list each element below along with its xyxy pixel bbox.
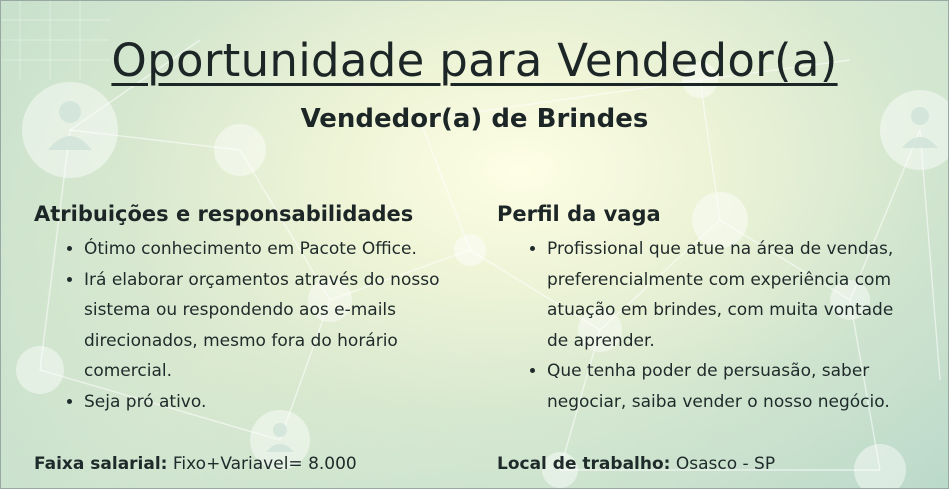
salary-value: Fixo+Variavel= 8.000 [172,454,357,474]
page-title: Oportunidade para Vendedor(a) [111,34,838,87]
list-item: • Ótimo conhecimento em Pacote Office. [84,234,474,265]
responsibilities-heading: Atribuições e responsabilidades [34,202,414,226]
list-item: • Profissional que atue na área de vendas, preferencialmente com experiência com atuação em brindes, com muita vontade de aprender. [547,234,917,356]
list-item: • Irá elaborar orçamentos através do nosso sistema ou respondendo aos e-mails direcionados, mesmo fora do horário comercial. [84,265,474,387]
list-item: • Seja pró ativo. [84,387,474,418]
salary-label: Faixa salarial: [34,454,168,474]
location-value: Osasco - SP [675,454,776,474]
profile-heading: Perfil da vaga [497,202,661,226]
job-subtitle: Vendedor(a) de Brindes [300,104,649,134]
list-item: • Que tenha poder de persuasão, saber negociar, saiba vender o nosso negócio. [547,356,917,417]
location-label: Local de trabalho: [497,454,671,474]
